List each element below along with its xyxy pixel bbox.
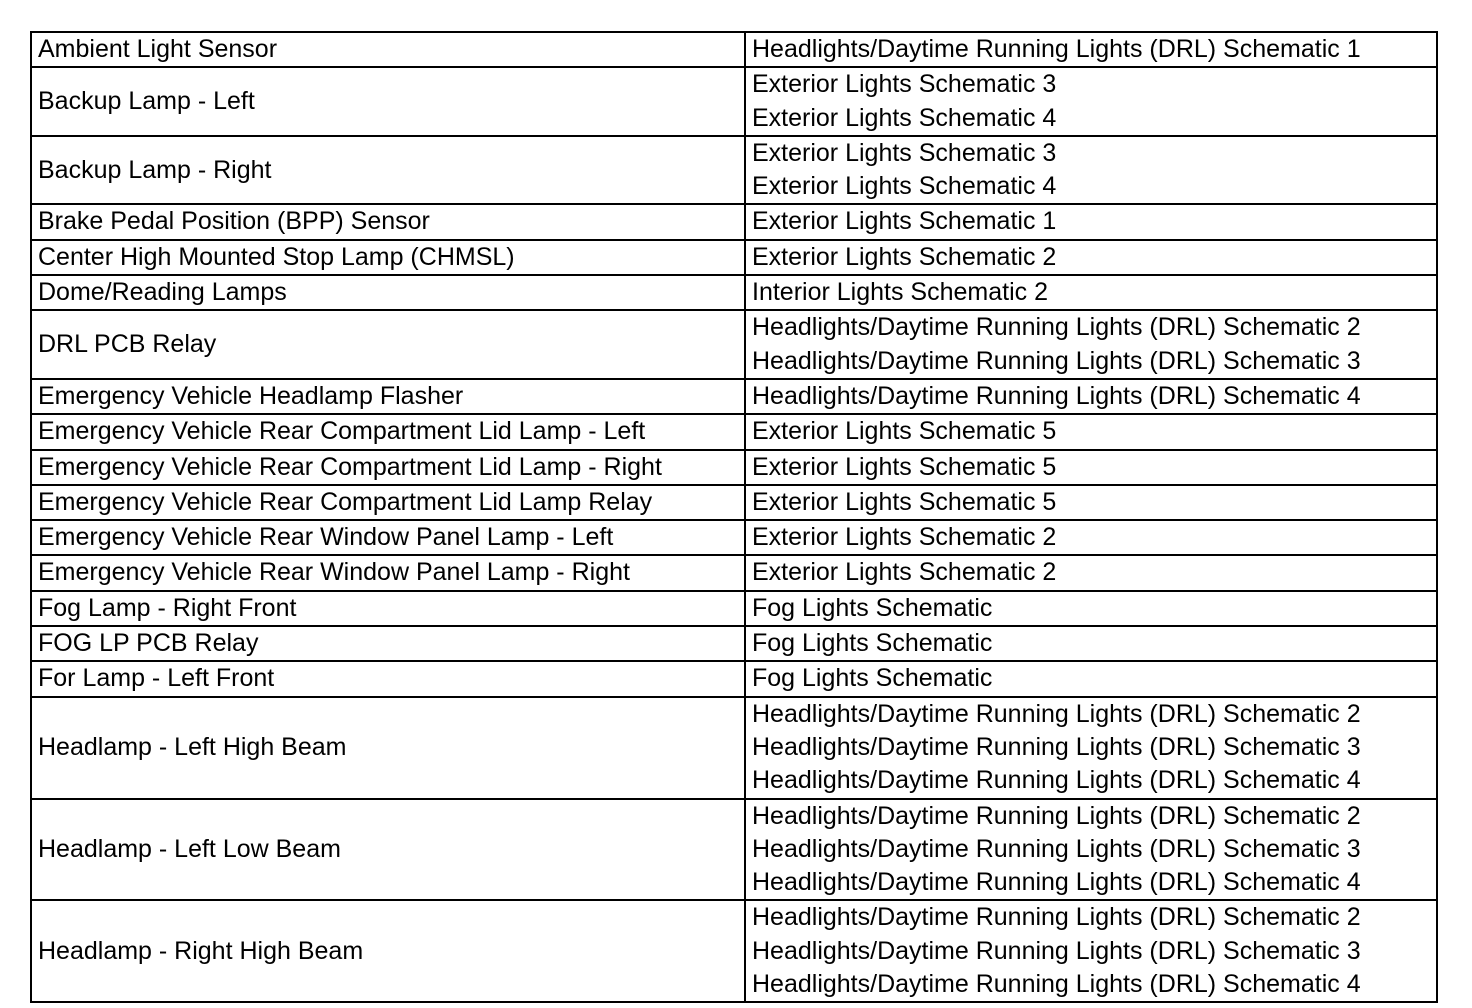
schematic-reference: Headlights/Daytime Running Lights (DRL) Schematic 3 (752, 732, 1361, 761)
component-cell (31, 275, 745, 310)
component-cell (31, 661, 745, 696)
component-name: For Lamp - Left Front (38, 664, 275, 693)
table-row (31, 204, 1437, 239)
component-name: Headlamp - Left Low Beam (38, 834, 341, 863)
table-row (31, 626, 1437, 661)
component-cell (31, 591, 745, 626)
table-row (31, 520, 1437, 555)
schematic-cell (745, 450, 1437, 485)
schematic-cell (745, 379, 1437, 414)
component-name: Backup Lamp - Right (38, 155, 272, 184)
schematic-cell (745, 240, 1437, 275)
component-cell (31, 555, 745, 590)
schematic-reference: Headlights/Daytime Running Lights (DRL) Schematic 1 (752, 35, 1361, 63)
component-cell (31, 520, 745, 555)
component-cell (31, 900, 745, 1002)
schematic-cell (745, 520, 1437, 555)
component-name: Emergency Vehicle Headlamp Flasher (38, 381, 464, 410)
component-name: Fog Lamp - Right Front (38, 593, 297, 622)
schematic-reference: Headlights/Daytime Running Lights (DRL) Schematic 2 (752, 313, 1361, 342)
component-schematic-table (30, 31, 1438, 1003)
table-row (31, 240, 1437, 275)
component-name: Emergency Vehicle Rear Compartment Lid Lamp Relay (38, 487, 653, 516)
table-row (31, 799, 1437, 901)
schematic-reference: Exterior Lights Schematic 5 (752, 417, 1057, 446)
schematic-reference: Headlights/Daytime Running Lights (DRL) Schematic 2 (752, 903, 1361, 932)
schematic-cell (745, 67, 1437, 136)
schematic-reference: Headlights/Daytime Running Lights (DRL) Schematic 4 (752, 381, 1361, 410)
table-row (31, 32, 1437, 67)
schematic-reference: Fog Lights Schematic (752, 593, 993, 622)
schematic-cell (745, 310, 1437, 379)
schematic-reference: Headlights/Daytime Running Lights (DRL) Schematic 3 (752, 346, 1361, 375)
component-name: Brake Pedal Position (BPP) Sensor (38, 207, 430, 236)
schematic-reference: Exterior Lights Schematic 1 (752, 207, 1057, 236)
component-cell (31, 485, 745, 520)
table-row (31, 591, 1437, 626)
component-cell (31, 799, 745, 901)
component-cell (31, 204, 745, 239)
component-name: Emergency Vehicle Rear Compartment Lid Lamp - Left (38, 417, 646, 446)
schematic-cell (745, 900, 1437, 1002)
component-name: Backup Lamp - Left (38, 86, 255, 115)
component-cell (31, 626, 745, 661)
component-name: FOG LP PCB Relay (38, 629, 259, 658)
schematic-cell (745, 661, 1437, 696)
schematic-reference: Headlights/Daytime Running Lights (DRL) Schematic 3 (752, 834, 1361, 863)
schematic-reference: Exterior Lights Schematic 4 (752, 103, 1057, 132)
table-row (31, 136, 1437, 205)
schematic-cell (745, 32, 1437, 67)
schematic-reference: Exterior Lights Schematic 2 (752, 523, 1057, 552)
schematic-reference: Exterior Lights Schematic 3 (752, 70, 1057, 99)
schematic-cell (745, 799, 1437, 901)
schematic-cell (745, 626, 1437, 661)
schematic-reference: Headlights/Daytime Running Lights (DRL) Schematic 4 (752, 766, 1361, 795)
component-name: Emergency Vehicle Rear Window Panel Lamp - Left (38, 523, 614, 552)
table-row (31, 555, 1437, 590)
schematic-reference: Headlights/Daytime Running Lights (DRL) Schematic 2 (752, 801, 1361, 830)
table-row (31, 67, 1437, 136)
component-name: Headlamp - Right High Beam (38, 936, 364, 965)
table-row (31, 414, 1437, 449)
component-cell (31, 697, 745, 799)
component-name: DRL PCB Relay (38, 330, 217, 359)
component-cell (31, 310, 745, 379)
table-body (31, 32, 1437, 1002)
component-name: Center High Mounted Stop Lamp (CHMSL) (38, 242, 515, 271)
schematic-reference: Exterior Lights Schematic 2 (752, 558, 1057, 587)
schematic-reference: Headlights/Daytime Running Lights (DRL) Schematic 4 (752, 970, 1361, 999)
table-row (31, 900, 1437, 1002)
component-cell (31, 379, 745, 414)
schematic-reference: Interior Lights Schematic 2 (752, 278, 1048, 307)
schematic-cell (745, 204, 1437, 239)
schematic-cell (745, 136, 1437, 205)
component-cell (31, 240, 745, 275)
table-row (31, 310, 1437, 379)
component-name: Dome/Reading Lamps (38, 278, 287, 307)
schematic-cell (745, 275, 1437, 310)
component-name: Emergency Vehicle Rear Compartment Lid Lamp - Right (38, 452, 662, 481)
schematic-cell (745, 414, 1437, 449)
schematic-reference: Headlights/Daytime Running Lights (DRL) Schematic 3 (752, 936, 1361, 965)
component-cell (31, 67, 745, 136)
component-name: Ambient Light Sensor (38, 35, 278, 63)
schematic-reference: Exterior Lights Schematic 2 (752, 242, 1057, 271)
component-cell (31, 32, 745, 67)
component-cell (31, 450, 745, 485)
table-row (31, 379, 1437, 414)
table-row (31, 697, 1437, 799)
schematic-reference: Headlights/Daytime Running Lights (DRL) Schematic 2 (752, 699, 1361, 728)
schematic-cell (745, 485, 1437, 520)
table-row (31, 275, 1437, 310)
schematic-reference: Fog Lights Schematic (752, 629, 993, 658)
schematic-reference: Exterior Lights Schematic 5 (752, 452, 1057, 481)
schematic-reference: Fog Lights Schematic (752, 664, 993, 693)
component-cell (31, 414, 745, 449)
schematic-reference: Exterior Lights Schematic 3 (752, 138, 1057, 167)
component-name: Headlamp - Left High Beam (38, 732, 347, 761)
component-name: Emergency Vehicle Rear Window Panel Lamp - Right (38, 558, 630, 587)
schematic-reference: Exterior Lights Schematic 4 (752, 172, 1057, 201)
table-row (31, 661, 1437, 696)
schematic-cell (745, 591, 1437, 626)
schematic-cell (745, 555, 1437, 590)
component-cell (31, 136, 745, 205)
table-row (31, 485, 1437, 520)
schematic-reference: Headlights/Daytime Running Lights (DRL) Schematic 4 (752, 868, 1361, 897)
schematic-cell (745, 697, 1437, 799)
schematic-reference: Exterior Lights Schematic 5 (752, 487, 1057, 516)
table-row (31, 450, 1437, 485)
